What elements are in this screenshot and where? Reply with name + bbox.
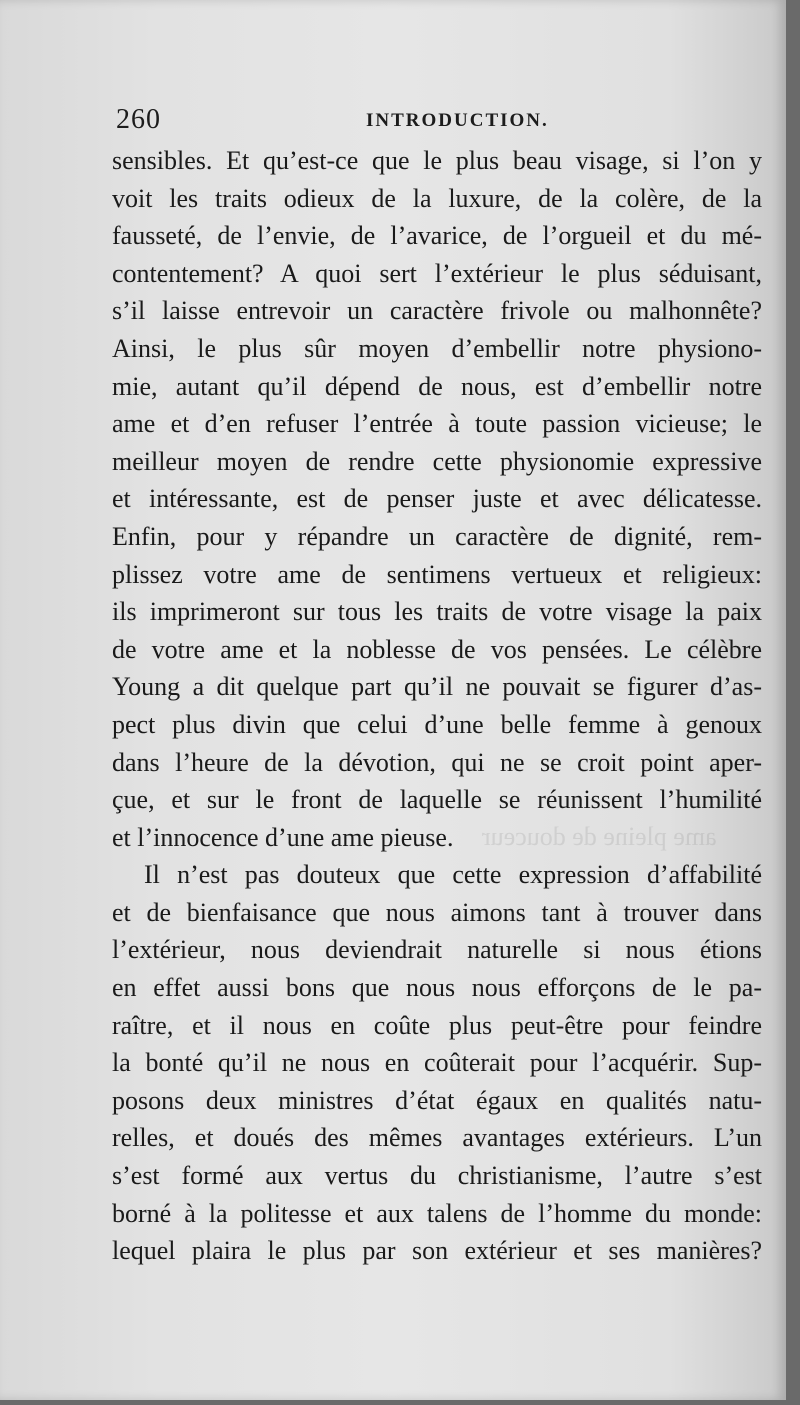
text-line: contentement? A quoi sert l’extérieur le plus séduisant, bbox=[112, 258, 762, 288]
show-through-text: ame pleine de douceur bbox=[482, 822, 717, 851]
text-line: mie, autant qu’il dépend de nous, est d’embellir notre bbox=[112, 371, 762, 401]
text-line: borné à la politesse et aux talens de l’homme du monde: bbox=[112, 1198, 762, 1228]
text-line: ame et d’en refuser l’entrée à toute passion vicieuse; le bbox=[112, 409, 762, 439]
text-line: Il n’est pas douteux que cette expression d’affabilité bbox=[144, 860, 762, 890]
text-line: fausseté, de l’envie, de l’avarice, de l’orgueil et du mé- bbox=[112, 221, 762, 251]
text-line: voit les traits odieux de la luxure, de la colère, de la bbox=[112, 183, 762, 213]
text-line: Ainsi, le plus sûr moyen d’embellir notre physiono- bbox=[112, 333, 762, 363]
text-line: lequel plaira le plus par son extérieur et ses manières? bbox=[112, 1236, 762, 1266]
text-line: Young a dit quelque part qu’il ne pouvait se figurer d’as- bbox=[112, 672, 762, 702]
text-line: et l’innocence d’une ame pieuse. bbox=[112, 822, 454, 852]
text-line: de votre ame et la noblesse de vos pensées. Le célèbre bbox=[112, 634, 762, 664]
text-line: çue, et sur le front de laquelle se réunissent l’humilité bbox=[112, 785, 762, 815]
text-line: meilleur moyen de rendre cette physionomie expressive bbox=[112, 446, 762, 476]
page-header bbox=[116, 104, 756, 140]
text-line: et de bienfaisance que nous aimons tant à trouver dans bbox=[112, 897, 762, 927]
body-text bbox=[112, 142, 762, 1270]
page-number: 260 bbox=[116, 104, 161, 135]
text-line: sensibles. Et qu’est-ce que le plus beau visage, si l’on y bbox=[112, 146, 762, 175]
paragraph-1 bbox=[112, 142, 762, 856]
text-line: ils imprimeront sur tous les traits de votre visage la paix bbox=[112, 597, 762, 627]
text-line: l’extérieur, nous deviendrait naturelle si nous étions bbox=[112, 935, 762, 965]
text-line: pect plus divin que celui d’une belle femme à genoux bbox=[112, 709, 762, 739]
text-line: plissez votre ame de sentimens vertueux et religieux: bbox=[112, 559, 762, 589]
paragraph-2 bbox=[112, 856, 762, 1270]
text-line: relles, et doués des mêmes avantages extérieurs. L’un bbox=[112, 1123, 762, 1153]
text-line: posons deux ministres d’état égaux en qualités natu- bbox=[112, 1085, 762, 1115]
text-line: raître, et il nous en coûte plus peut-être pour feindre bbox=[112, 1010, 762, 1040]
text-line: s’il laisse entrevoir un caractère frivole ou malhonnête? bbox=[112, 296, 762, 326]
running-title: INTRODUCTION. bbox=[366, 110, 549, 131]
text-line: Enfin, pour y répandre un caractère de dignité, rem- bbox=[112, 521, 762, 551]
text-line: et intéressante, est de penser juste et avec délicatesse. bbox=[112, 484, 762, 514]
text-line: dans l’heure de la dévotion, qui ne se croit point aper- bbox=[112, 747, 762, 777]
text-line: s’est formé aux vertus du christianisme, l’autre s’est bbox=[112, 1161, 762, 1191]
text-line: en effet aussi bons que nous nous efforçons de le pa- bbox=[112, 973, 762, 1003]
text-line: la bonté qu’il ne nous en coûterait pour l’acquérir. Sup- bbox=[112, 1048, 762, 1078]
